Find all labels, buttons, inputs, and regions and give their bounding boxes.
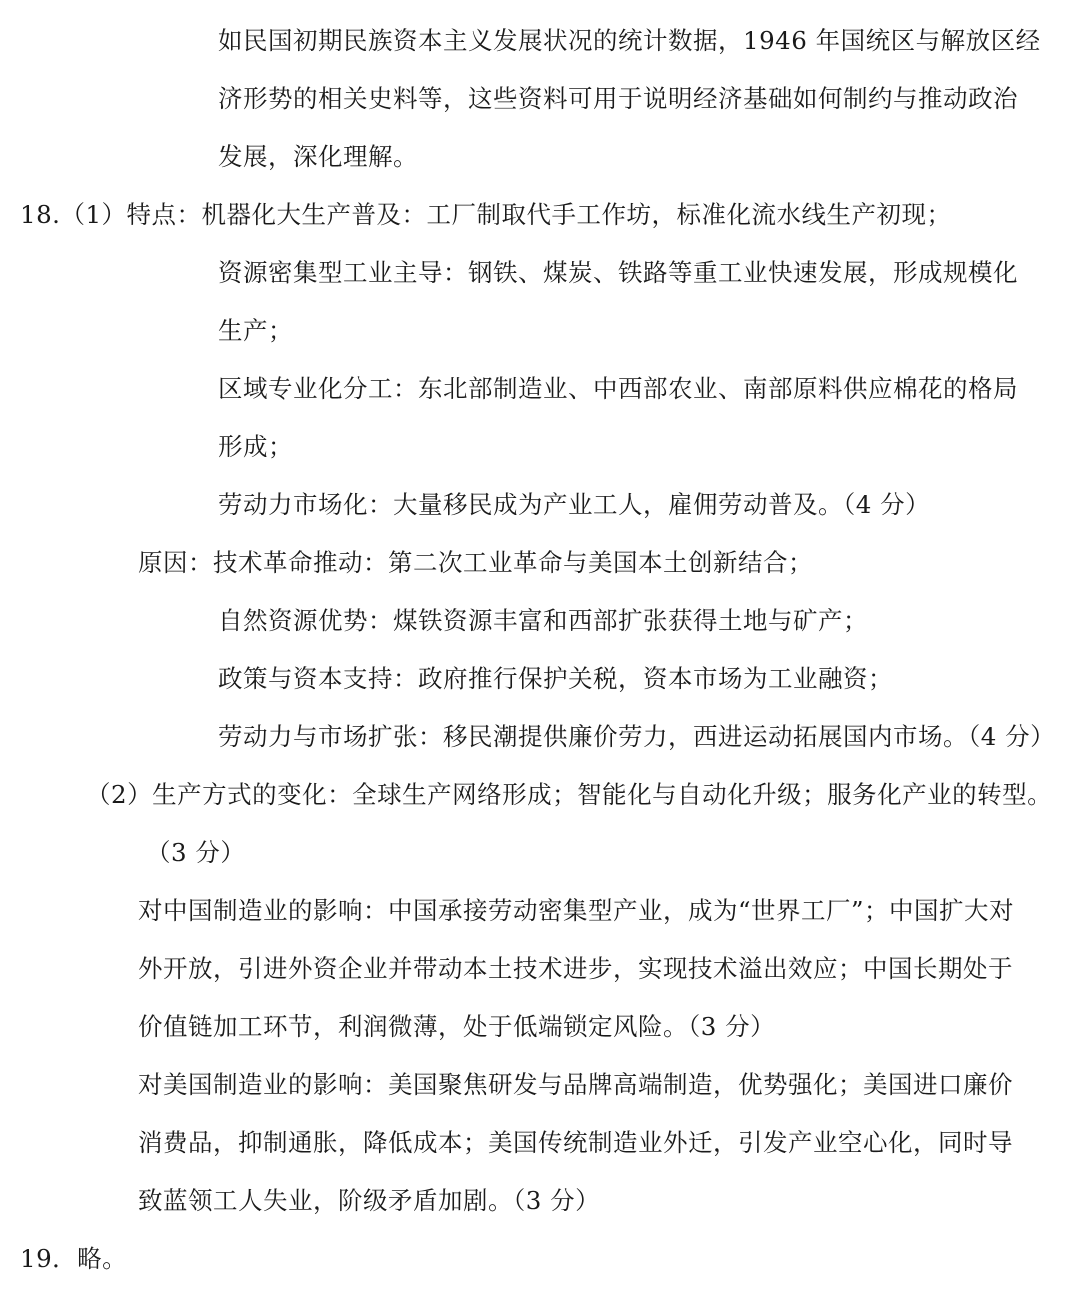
text-line: 如民国初期民族资本主义发展状况的统计数据，1946 年国统区与解放区经	[218, 26, 1041, 55]
text-line: 资源密集型工业主导：钢铁、煤炭、铁路等重工业快速发展，形成规模化	[218, 258, 1018, 287]
text-line: 对中国制造业的影响：中国承接劳动密集型产业，成为“世界工厂”；中国扩大对	[138, 896, 1015, 925]
text-line: 政策与资本支持：政府推行保护关税，资本市场为工业融资；	[218, 664, 893, 693]
text-line: 价值链加工环节，利润微薄，处于低端锁定风险。（3 分）	[138, 1012, 776, 1041]
text-line: 发展，深化理解。	[218, 142, 418, 171]
text-line: 致蓝领工人失业，阶级矛盾加剧。（3 分）	[138, 1186, 601, 1215]
text-line: 对美国制造业的影响：美国聚焦研发与品牌高端制造，优势强化；美国进口廉价	[138, 1070, 1013, 1099]
text-line: 劳动力市场化：大量移民成为产业工人，雇佣劳动普及。（4 分）	[218, 490, 931, 519]
text-line: 外开放，引进外资企业并带动本土技术进步，实现技术溢出效应；中国长期处于	[138, 954, 1013, 983]
text-line: 济形势的相关史料等，这些资料可用于说明经济基础如何制约与推动政治	[218, 84, 1018, 113]
question-19-heading: 19．略。	[20, 1244, 128, 1273]
reasons-heading: 原因：技术革命推动：第二次工业革命与美国本土创新结合；	[138, 548, 813, 577]
question-18-heading: 18.（1）特点：机器化大生产普及：工厂制取代手工作坊，标准化流水线生产初现；	[20, 200, 952, 229]
text-line: 生产；	[218, 316, 293, 345]
score-note: （3 分）	[146, 838, 246, 867]
sub-question-2: （2）生产方式的变化：全球生产网络形成；智能化与自动化升级；服务化产业的转型。	[86, 780, 1053, 809]
text-line: 消费品，抑制通胀，降低成本；美国传统制造业外迁，引发产业空心化，同时导	[138, 1128, 1013, 1157]
text-line: 劳动力与市场扩张：移民潮提供廉价劳力，西进运动拓展国内市场。（4 分）	[218, 722, 1056, 751]
text-line: 形成；	[218, 432, 293, 461]
text-line: 自然资源优势：煤铁资源丰富和西部扩张获得土地与矿产；	[218, 606, 868, 635]
text-line: 区域专业化分工：东北部制造业、中西部农业、南部原料供应棉花的格局	[218, 374, 1018, 403]
